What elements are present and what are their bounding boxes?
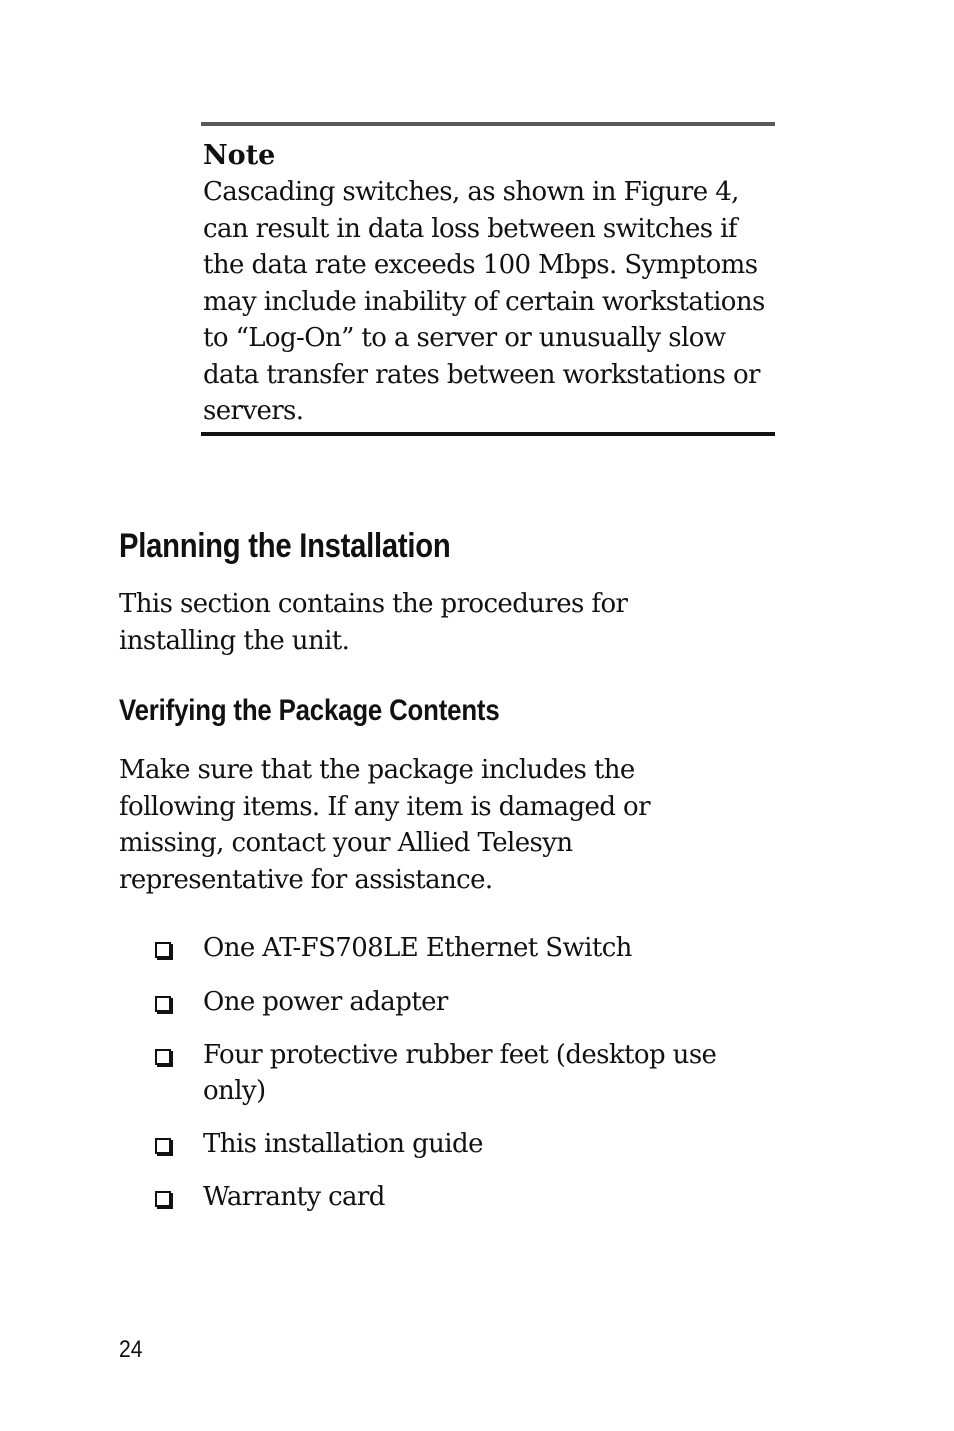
checkbox-icon <box>155 1138 171 1154</box>
checkbox-icon <box>155 996 171 1012</box>
checklist-item-label: One power adapter <box>203 987 448 1017</box>
checkbox-icon <box>155 1049 171 1065</box>
checkbox-icon <box>155 942 171 958</box>
subsection-heading: Verifying the Package Contents <box>119 694 500 727</box>
note-body: Cascading switches, as shown in Figure 4, can result in data loss between switches if the data rate exceeds 100 Mbps. Symptoms may include inability of certain workstations to “Log-On” to a server or unusually slow data transfer rates between workstations or servers. <box>203 177 765 426</box>
note-title: Note <box>203 140 276 171</box>
checklist-item-label: Four protective rubber feet (desktop use only) <box>203 1040 717 1106</box>
checklist-item-label: One AT-FS708LE Ethernet Switch <box>203 933 632 963</box>
checklist-item-label: This installation guide <box>203 1129 483 1159</box>
subsection-body: Make sure that the package includes the following items. If any item is damaged or missing, contact your Allied Telesyn representative for assistance. <box>119 755 650 895</box>
page-number: 24 <box>119 1336 143 1363</box>
section-intro: This section contains the procedures for installing the unit. <box>119 589 628 656</box>
note-box <box>201 122 775 436</box>
checkbox-icon <box>155 1191 171 1207</box>
section-heading: Planning the Installation <box>119 527 451 565</box>
checklist-item-label: Warranty card <box>203 1182 385 1212</box>
